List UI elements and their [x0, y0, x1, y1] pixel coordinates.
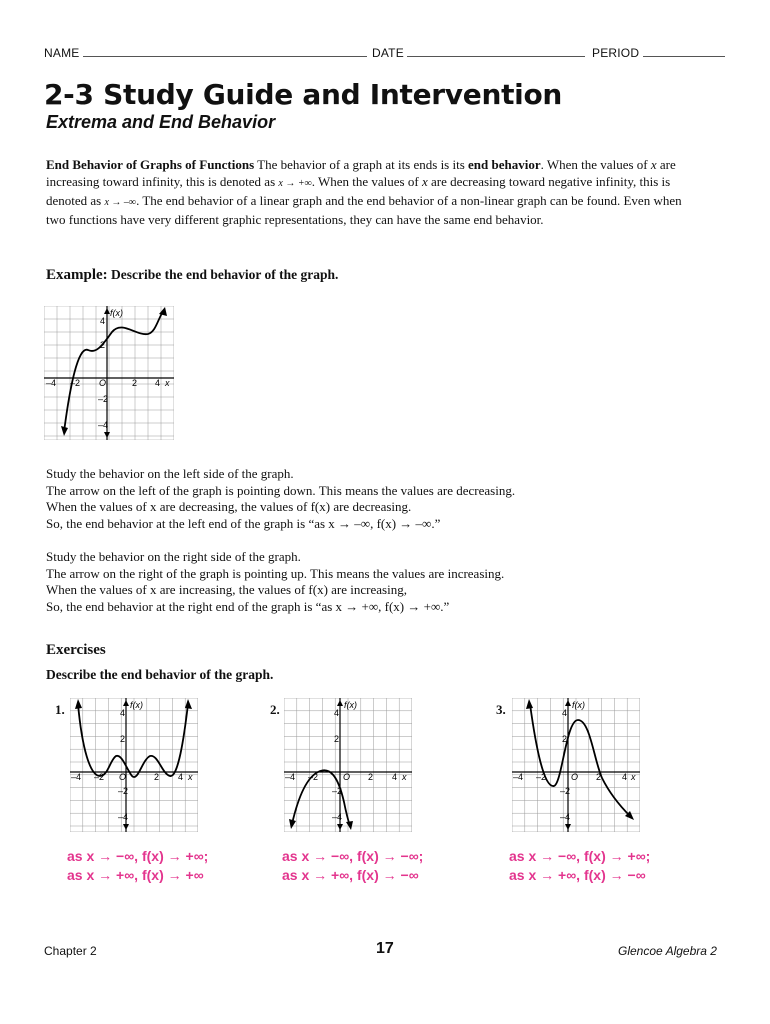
answer-line: as x → +∞, f(x) → −∞ — [282, 867, 419, 883]
intro-text: . When the values of — [311, 174, 422, 189]
fx-label: f(x) — [344, 700, 357, 710]
exercise-2-answer — [282, 847, 423, 885]
intro-term: end behavior — [468, 157, 541, 172]
curve-arrow-left — [61, 426, 68, 436]
tick-label: 2 — [562, 734, 568, 744]
exercise-3-curve — [530, 704, 630, 816]
intro-text: The behavior of a graph at its ends is its — [254, 157, 469, 172]
name-blank[interactable] — [83, 46, 367, 57]
y-axis-arrow-up — [565, 700, 571, 706]
tick-label: 2 — [154, 772, 160, 782]
page-title: 2-3 Study Guide and Intervention — [44, 78, 563, 111]
tick-label: –4 — [332, 812, 343, 822]
x-label: x — [188, 772, 193, 782]
intro-heading: End Behavior of Graphs of Functions — [46, 157, 255, 172]
explanation-line: Study the behavior on the left side of the graph. — [46, 466, 294, 481]
tick-label: 4 — [120, 708, 126, 718]
curve-arrow-right — [346, 821, 353, 830]
exercise-1-curve — [78, 704, 188, 777]
tick-label: –4 — [98, 420, 109, 430]
tick-label: 2 — [334, 734, 340, 744]
fx-label: f(x) — [110, 308, 123, 318]
x-label: x — [631, 772, 636, 782]
y-axis-arrow-up — [123, 700, 129, 706]
exercises-heading: Exercises — [46, 642, 106, 658]
explanation-line: The arrow on the left of the graph is pointing down. This means the values are decreasing. — [46, 482, 516, 498]
explanation-line: So, the end behavior at the right end of the graph is “as x → +∞, f(x) → +∞.” — [46, 598, 450, 614]
fx-label: f(x) — [130, 700, 143, 710]
answer-line: as x → −∞, f(x) → +∞; — [509, 848, 651, 864]
exercise-3-answer — [509, 847, 650, 885]
tick-label: 2 — [120, 734, 126, 744]
var-x: x — [421, 174, 428, 189]
notation-neg-inf: x → –∞ — [104, 197, 137, 208]
y-axis-arrow-down — [337, 824, 343, 830]
tick-label: 4 — [562, 708, 568, 718]
grid-lines — [284, 698, 412, 832]
exercise-2-graph — [284, 698, 412, 832]
tick-label: 4 — [155, 378, 161, 388]
tick-label: 2 — [368, 772, 374, 782]
period-field — [592, 46, 725, 60]
grid-lines — [44, 306, 174, 440]
period-blank[interactable] — [643, 46, 725, 57]
y-axis-arrow-up — [337, 700, 343, 706]
example-label: Example: — [46, 267, 108, 283]
exercise-3-number: 3. — [496, 702, 506, 717]
footer-book: Glencoe Algebra 2 — [618, 944, 717, 958]
exercise-3-graph — [512, 698, 640, 832]
tick-label: 4 — [392, 772, 398, 782]
exercises-instruction: Describe the end behavior of the graph. — [46, 667, 274, 682]
tick-label: 2 — [132, 378, 138, 388]
date-label: DATE — [372, 46, 404, 60]
tick-label: –2 — [98, 394, 109, 404]
period-label: PERIOD — [592, 46, 640, 60]
exercise-1-number: 1. — [55, 702, 65, 717]
y-axis-arrow-down — [565, 824, 571, 830]
var-x: x — [650, 157, 657, 172]
curve-arrow-left — [526, 699, 533, 709]
tick-label: –2 — [308, 772, 319, 782]
notation-pos-inf: x → +∞ — [278, 178, 312, 189]
page-subtitle: Extrema and End Behavior — [46, 112, 276, 132]
curve-arrow-left — [289, 819, 296, 829]
intro-text: are increasing toward infinity, this is denoted as — [46, 157, 676, 189]
explanation-line: Study the behavior on the right side of the graph. — [46, 549, 301, 564]
tick-label: –4 — [118, 812, 129, 822]
explanation-line: So, the end behavior at the left end of the graph is “as x → –∞, f(x) → –∞.” — [46, 515, 441, 531]
curve-arrow-right — [159, 307, 167, 316]
intro-paragraph — [46, 156, 686, 228]
fx-label: f(x) — [572, 700, 585, 710]
explanation-line: When the values of x are increasing, the values of f(x) are increasing, — [46, 582, 407, 597]
tick-label: 4 — [622, 772, 628, 782]
origin-label: O — [343, 772, 351, 782]
answer-line: as x → +∞, f(x) → −∞ — [509, 867, 646, 883]
name-label: NAME — [44, 46, 80, 60]
tick-label: –2 — [536, 772, 547, 782]
curve-arrow-right — [185, 699, 192, 709]
name-field — [44, 46, 367, 60]
exercise-2-number: 2. — [270, 702, 280, 717]
tick-label: 4 — [334, 708, 340, 718]
example-graph — [44, 306, 174, 440]
x-label: x — [402, 772, 407, 782]
y-axis-arrow-down — [123, 824, 129, 830]
tick-label: –2 — [560, 786, 571, 796]
tick-label: –2 — [332, 786, 343, 796]
date-field — [372, 46, 585, 60]
explanation-line: The arrow on the right of the graph is pointing up. This means the values are increasing. — [46, 565, 505, 581]
answer-line: as x → +∞, f(x) → +∞ — [67, 867, 204, 883]
tick-label: 4 — [178, 772, 184, 782]
tick-label: –2 — [70, 378, 81, 388]
footer-page-number: 17 — [376, 940, 394, 957]
intro-text: . The end behavior of a linear graph and the end behavior of a non-linear graph can be found. Even when two functions have very different graphic representations, they can have the same end behavior. — [46, 193, 682, 227]
answer-line: as x → −∞, f(x) → −∞; — [282, 848, 424, 864]
tick-label: –2 — [118, 786, 129, 796]
answer-line: as x → −∞, f(x) → +∞; — [67, 848, 209, 864]
tick-label: 2 — [100, 340, 106, 350]
example-prompt: Describe the end behavior of the graph. — [111, 267, 339, 282]
tick-label: –4 — [46, 378, 57, 388]
exercise-1-answer — [67, 847, 208, 885]
x-label: x — [165, 378, 170, 388]
curve-arrow-left — [75, 699, 82, 709]
example-heading — [46, 267, 338, 284]
tick-label: –4 — [560, 812, 571, 822]
tick-label: –2 — [94, 772, 105, 782]
explanation-line: When the values of x are decreasing, the values of f(x) are decreasing. — [46, 499, 412, 514]
example-right-explanation — [46, 549, 706, 615]
tick-label: –4 — [285, 772, 296, 782]
intro-text: . When the values of — [540, 157, 651, 172]
tick-label: 2 — [596, 772, 602, 782]
origin-label: O — [571, 772, 579, 782]
tick-label: 4 — [100, 316, 106, 326]
origin-label: O — [119, 772, 127, 782]
example-left-explanation — [46, 466, 706, 532]
intro-text: are decreasing toward negative infinity, this is denoted as — [46, 174, 671, 208]
tick-label: –4 — [71, 772, 82, 782]
exercise-1-graph — [70, 698, 198, 832]
footer-chapter: Chapter 2 — [44, 944, 97, 958]
date-blank[interactable] — [407, 46, 585, 57]
origin-label: O — [99, 378, 107, 388]
tick-label: –4 — [513, 772, 524, 782]
